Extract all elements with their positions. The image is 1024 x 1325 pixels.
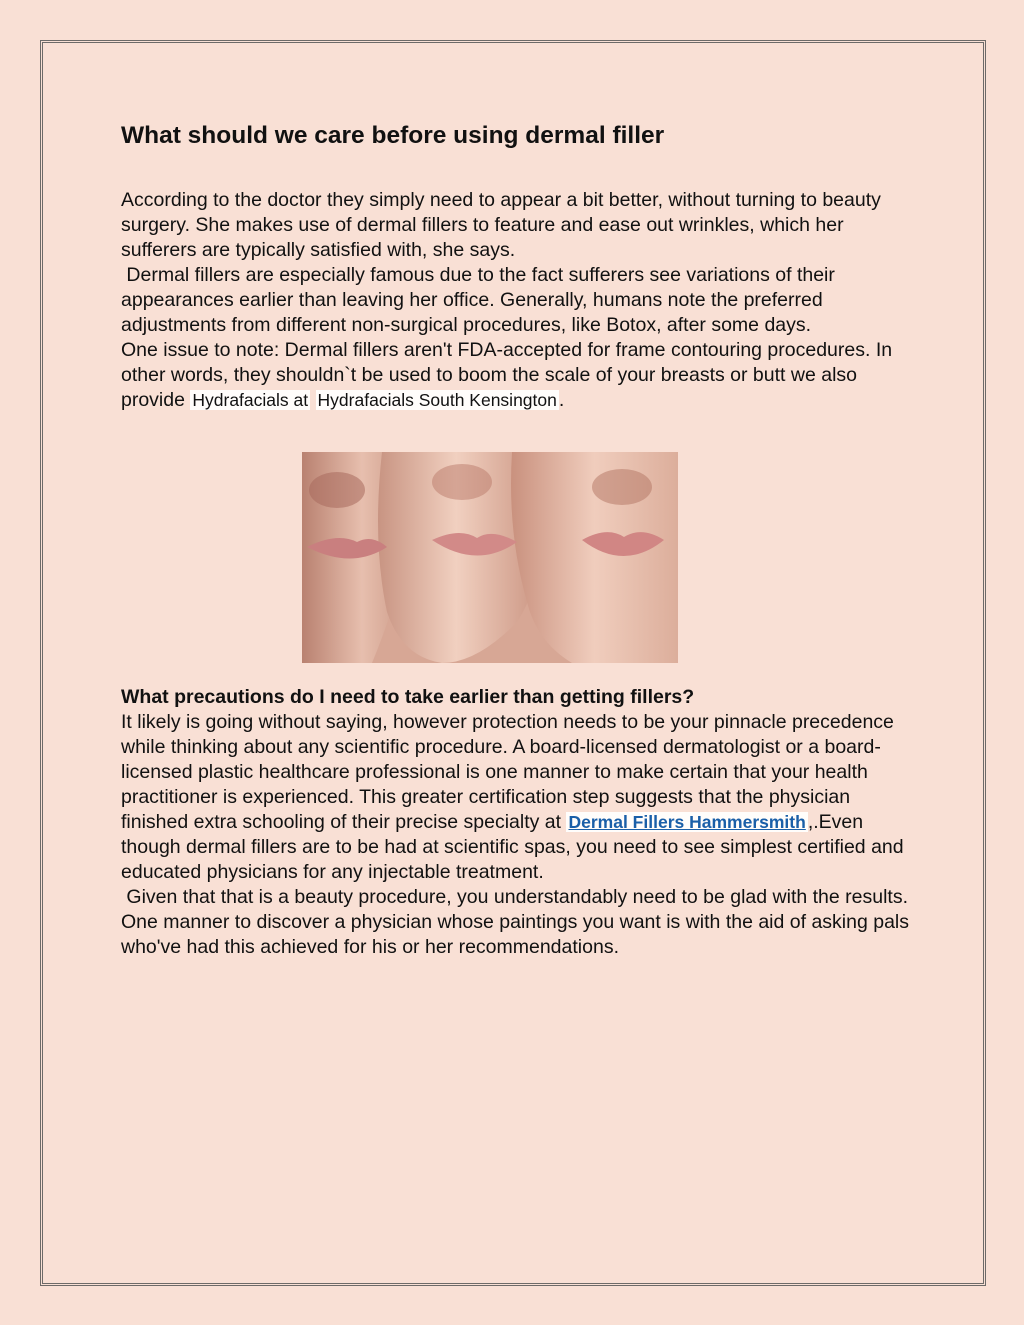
section-2-paragraph-2: Given that that is a beauty procedure, you understandably need to be glad with the results. One manner to discover a physician whose paintings you want is with the aid of asking pals who've had this achieved for his or her recommendations. [121,886,915,958]
paragraph-1 [121,188,921,413]
lips-photo [302,452,678,663]
article-title: What should we care before using dermal filler [121,122,665,149]
period: . [558,389,565,411]
highlight-hydrafacials-at: Hydrafacials at [192,390,309,410]
article-section-1 [121,120,921,413]
section-2-heading: What precautions do I need to take earlier than getting fillers? [121,686,695,708]
article-section-2 [121,685,921,960]
section-2-paragraph-1 [121,710,921,885]
section-2-text-before-link: It likely is going without saying, however protection needs to be your pinnacle precedence while thinking about any scientific procedure. A board-licensed dermatologist or a board-licensed plastic healthcare professional is one manner to make certain that your health practitioner is experienced. This greater certification step suggests that the physician finished extra schooling of their precise specialty at [121,711,894,833]
highlight-hydrafacials-south-kensington: Hydrafacials South Kensington [317,390,557,410]
paragraph-2-text: Dermal fillers are especially famous due to the fact sufferers see variations of their appearances earlier than leaving her office. Generally, humans note the preferred adjustments from different non-surgical procedures, like Botox, after some days. [121,264,841,336]
section-2-text-after-link: ,.Even though dermal fillers are to be had at scientific spas, you need to see simplest certified and educated physicians for any injectable treatment. [121,811,904,883]
paragraph-3-text: One issue to note: Dermal fillers aren't FDA-accepted for frame contouring procedures. In other words, they shouldn`t be used to boom the scale of your breasts or butt we also provide [121,339,893,411]
dermal-fillers-hammersmith-link[interactable]: Dermal Fillers Hammersmith [568,812,806,832]
paragraph-1-text: According to the doctor they simply need to appear a bit better, without turning to beauty surgery. She makes use of dermal fillers to feature and ease out wrinkles, which her sufferers are typically satisfied with, she says. [121,189,881,261]
